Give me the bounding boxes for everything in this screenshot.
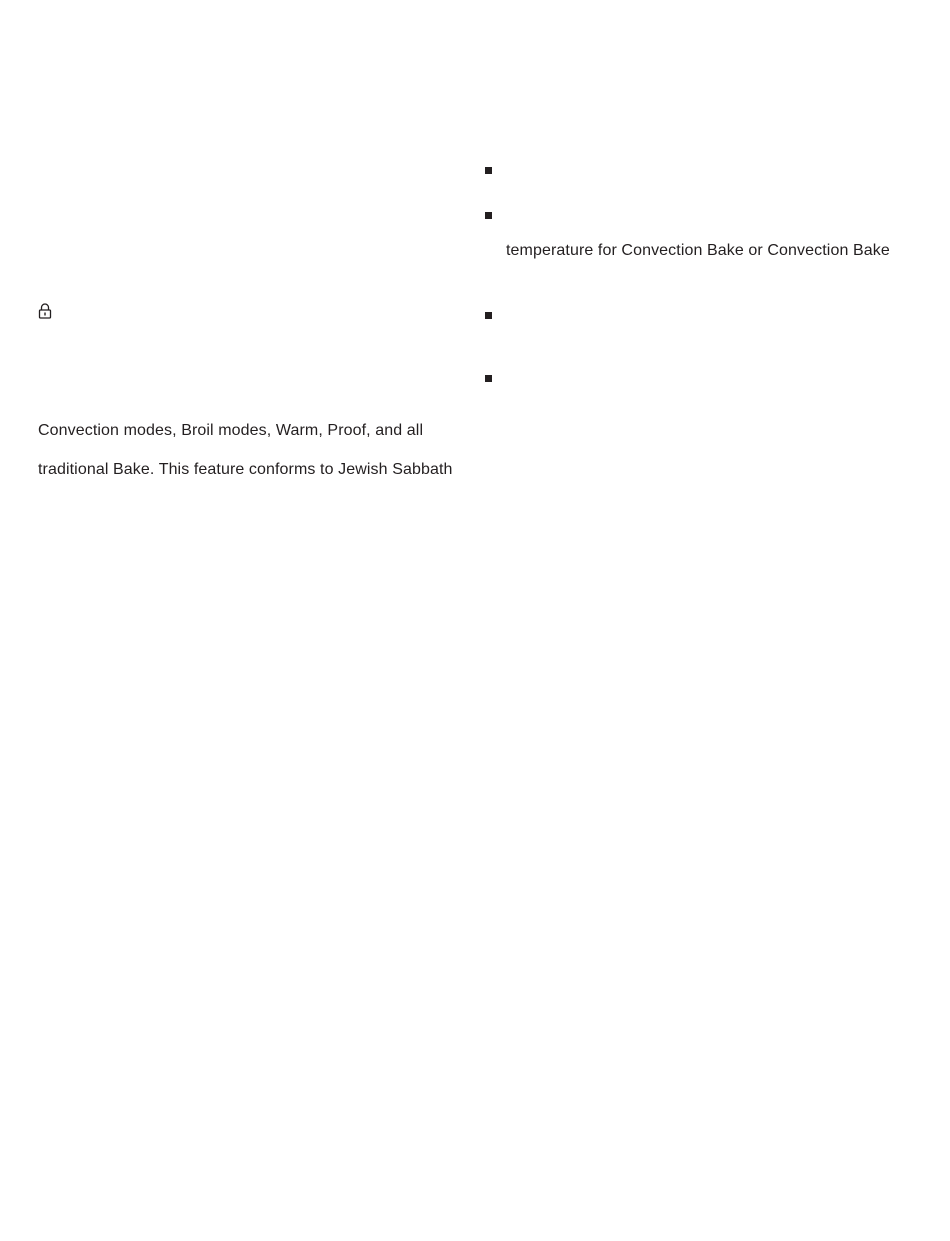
square-bullet-icon — [485, 167, 492, 174]
square-bullet-icon — [485, 312, 492, 319]
body-text-line-2: traditional Bake. This feature conforms to Jewish Sabbath — [38, 461, 453, 478]
square-bullet-icon — [485, 212, 492, 219]
lock-icon — [38, 303, 52, 319]
body-text-line-3: temperature for Convection Bake or Convection Bake — [506, 242, 890, 259]
square-bullet-icon — [485, 375, 492, 382]
body-text-line-1: Convection modes, Broil modes, Warm, Proof, and all — [38, 422, 424, 439]
